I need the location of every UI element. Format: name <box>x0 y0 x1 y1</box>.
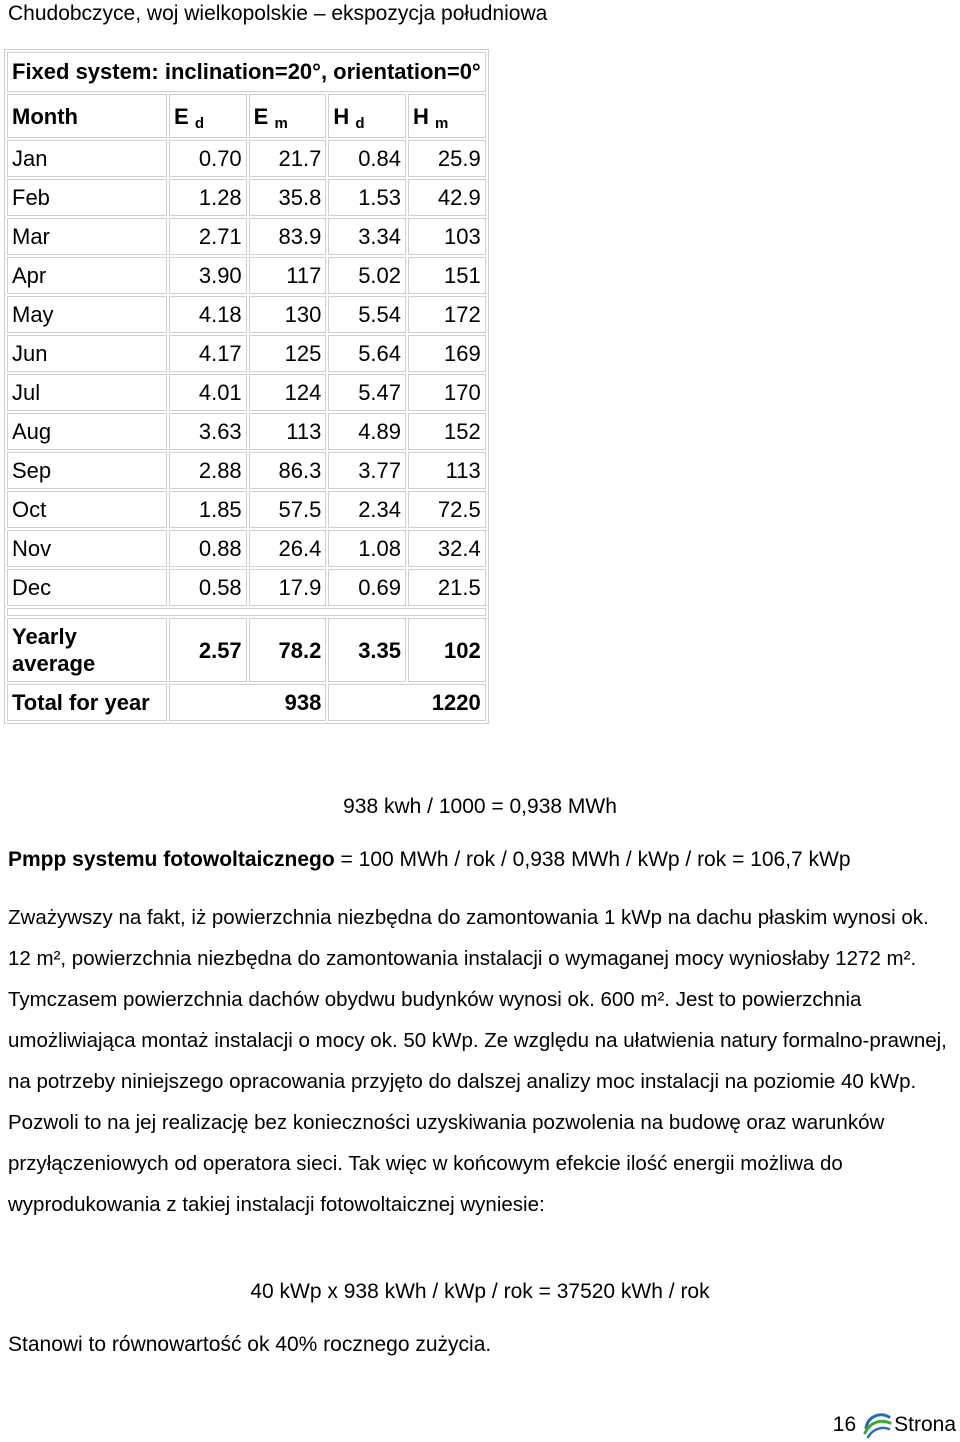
cell-month: Jul <box>7 374 167 411</box>
pmpp-label: Pmpp systemu fotowoltaicznego <box>8 848 335 871</box>
cell-em: 35.8 <box>249 179 327 216</box>
table-row <box>7 413 486 450</box>
cell-month: May <box>7 296 167 333</box>
cell-ed: 2.88 <box>169 452 247 489</box>
cell-hm: 25.9 <box>408 140 486 177</box>
yearly-average-row <box>7 618 486 682</box>
cell-hd: 1.08 <box>328 530 406 567</box>
cell-em: 113 <box>249 413 327 450</box>
cell-month: Dec <box>7 569 167 606</box>
cell-hd: 4.89 <box>328 413 406 450</box>
cell-month: Sep <box>7 452 167 489</box>
cell-month: Nov <box>7 530 167 567</box>
table-row <box>7 140 486 177</box>
total-row <box>7 684 486 721</box>
cell-hd: 3.77 <box>328 452 406 489</box>
yearly-average-label: Yearly average <box>7 618 167 682</box>
cell-em: 125 <box>249 335 327 372</box>
cell-ed: 0.58 <box>169 569 247 606</box>
cell-hm: 103 <box>408 218 486 255</box>
cell-hd: 3.34 <box>328 218 406 255</box>
cell-hd: 5.02 <box>328 257 406 294</box>
page-heading: Chudobczyce, woj wielkopolskie – ekspozycja południowa <box>8 2 548 25</box>
cell-hd: 0.69 <box>328 569 406 606</box>
total-hm: 1220 <box>328 684 485 721</box>
cell-month: Jun <box>7 335 167 372</box>
cell-ed: 1.28 <box>169 179 247 216</box>
cell-hm: 21.5 <box>408 569 486 606</box>
header-month: Month <box>7 94 167 138</box>
cell-em: 17.9 <box>249 569 327 606</box>
yearly-hm: 102 <box>408 618 486 682</box>
cell-em: 26.4 <box>249 530 327 567</box>
cell-hm: 42.9 <box>408 179 486 216</box>
cell-month: Feb <box>7 179 167 216</box>
cell-em: 117 <box>249 257 327 294</box>
table-row <box>7 296 486 333</box>
cell-ed: 4.17 <box>169 335 247 372</box>
cell-em: 130 <box>249 296 327 333</box>
cell-hd: 1.53 <box>328 179 406 216</box>
cell-ed: 0.70 <box>169 140 247 177</box>
pmpp-line <box>8 848 851 872</box>
cell-hm: 72.5 <box>408 491 486 528</box>
cell-hm: 151 <box>408 257 486 294</box>
cell-hm: 32.4 <box>408 530 486 567</box>
cell-em: 57.5 <box>249 491 327 528</box>
cell-month: Aug <box>7 413 167 450</box>
cell-ed: 4.01 <box>169 374 247 411</box>
pmpp-text: = 100 MWh / rok / 0,938 MWh / kWp / rok = 106,7 kWp <box>334 848 851 871</box>
table-spacer-row <box>7 608 486 616</box>
table-caption: Fixed system: inclination=20°, orientation=0° <box>7 52 486 92</box>
cell-month: Apr <box>7 257 167 294</box>
cell-ed: 3.63 <box>169 413 247 450</box>
table-row <box>7 179 486 216</box>
cell-hm: 152 <box>408 413 486 450</box>
cell-em: 86.3 <box>249 452 327 489</box>
header-em: E $_m$ <box>249 94 327 138</box>
analysis-paragraph: Zważywszy na fakt, iż powierzchnia niezbędna do zamontowania 1 kWp na dachu płaskim wynosi ok. 12 m², powierzchnia niezbędna do zamontowania instalacji o wymaganej mocy wyniosłaby 1272 m². Tymczasem powierzchnia dachów obydwu budynków wynosi ok. 600 m². Jest to powierzchnia umożliwiająca montaż instalacji o mocy ok. 50 kWp. Ze względu na ułatwienia natury formalno-prawnej, na potrzeby niniejszego opracowania przyjęto do dalszej analizy moc instalacji na poziomie 40 kWp. Pozwoli to na jej realizację bez konieczności uzyskiwania pozwolenia na budowę oraz warunków przyłączeniowych od operatora sieci. Tak więc w końcowym efekcie ilość energii możliwa do wyprodukowania z takiej instalacji fotowoltaicznej wyniesie: <box>8 906 947 1216</box>
cell-ed: 1.85 <box>169 491 247 528</box>
cell-ed: 2.71 <box>169 218 247 255</box>
table-row <box>7 452 486 489</box>
formula-annual-production: 40 kWp x 938 kWh / kWp / rok = 37520 kWh / rok <box>250 1280 710 1303</box>
cell-hm: 172 <box>408 296 486 333</box>
cell-em: 83.9 <box>249 218 327 255</box>
table-row <box>7 569 486 606</box>
cell-hd: 5.54 <box>328 296 406 333</box>
cell-ed: 4.18 <box>169 296 247 333</box>
cell-hd: 2.34 <box>328 491 406 528</box>
yearly-em: 78.2 <box>249 618 327 682</box>
cell-hd: 5.47 <box>328 374 406 411</box>
total-em: 938 <box>169 684 326 721</box>
globe-logo-icon <box>862 1410 892 1440</box>
pv-output-table <box>4 49 489 724</box>
pv-table-container <box>4 49 489 724</box>
cell-em: 124 <box>249 374 327 411</box>
page-label: Strona <box>894 1413 956 1436</box>
table-row <box>7 218 486 255</box>
cell-month: Oct <box>7 491 167 528</box>
yearly-ed: 2.57 <box>169 618 247 682</box>
total-label: Total for year <box>7 684 167 721</box>
header-hd: H $_d$ <box>328 94 406 138</box>
page-number: 16 <box>832 1413 857 1436</box>
table-spacer-cell <box>7 608 486 616</box>
table-row <box>7 374 486 411</box>
formula-energy-conversion: 938 kwh / 1000 = 0,938 MWh <box>343 795 617 818</box>
page-footer <box>833 1408 956 1442</box>
cell-hd: 0.84 <box>328 140 406 177</box>
table-row <box>7 491 486 528</box>
table-row <box>7 335 486 372</box>
cell-ed: 3.90 <box>169 257 247 294</box>
table-row <box>7 530 486 567</box>
cell-hm: 169 <box>408 335 486 372</box>
table-row <box>7 257 486 294</box>
cell-month: Jan <box>7 140 167 177</box>
cell-hm: 113 <box>408 452 486 489</box>
header-ed: E $_d$ <box>169 94 247 138</box>
header-hm: H $_m$ <box>408 94 486 138</box>
closing-sentence: Stanowi to równowartość ok 40% rocznego zużycia. <box>8 1333 492 1356</box>
cell-ed: 0.88 <box>169 530 247 567</box>
table-header-row <box>7 94 486 138</box>
cell-em: 21.7 <box>249 140 327 177</box>
table-caption-row <box>7 52 486 92</box>
yearly-hd: 3.35 <box>328 618 406 682</box>
cell-month: Mar <box>7 218 167 255</box>
cell-hm: 170 <box>408 374 486 411</box>
cell-hd: 5.64 <box>328 335 406 372</box>
